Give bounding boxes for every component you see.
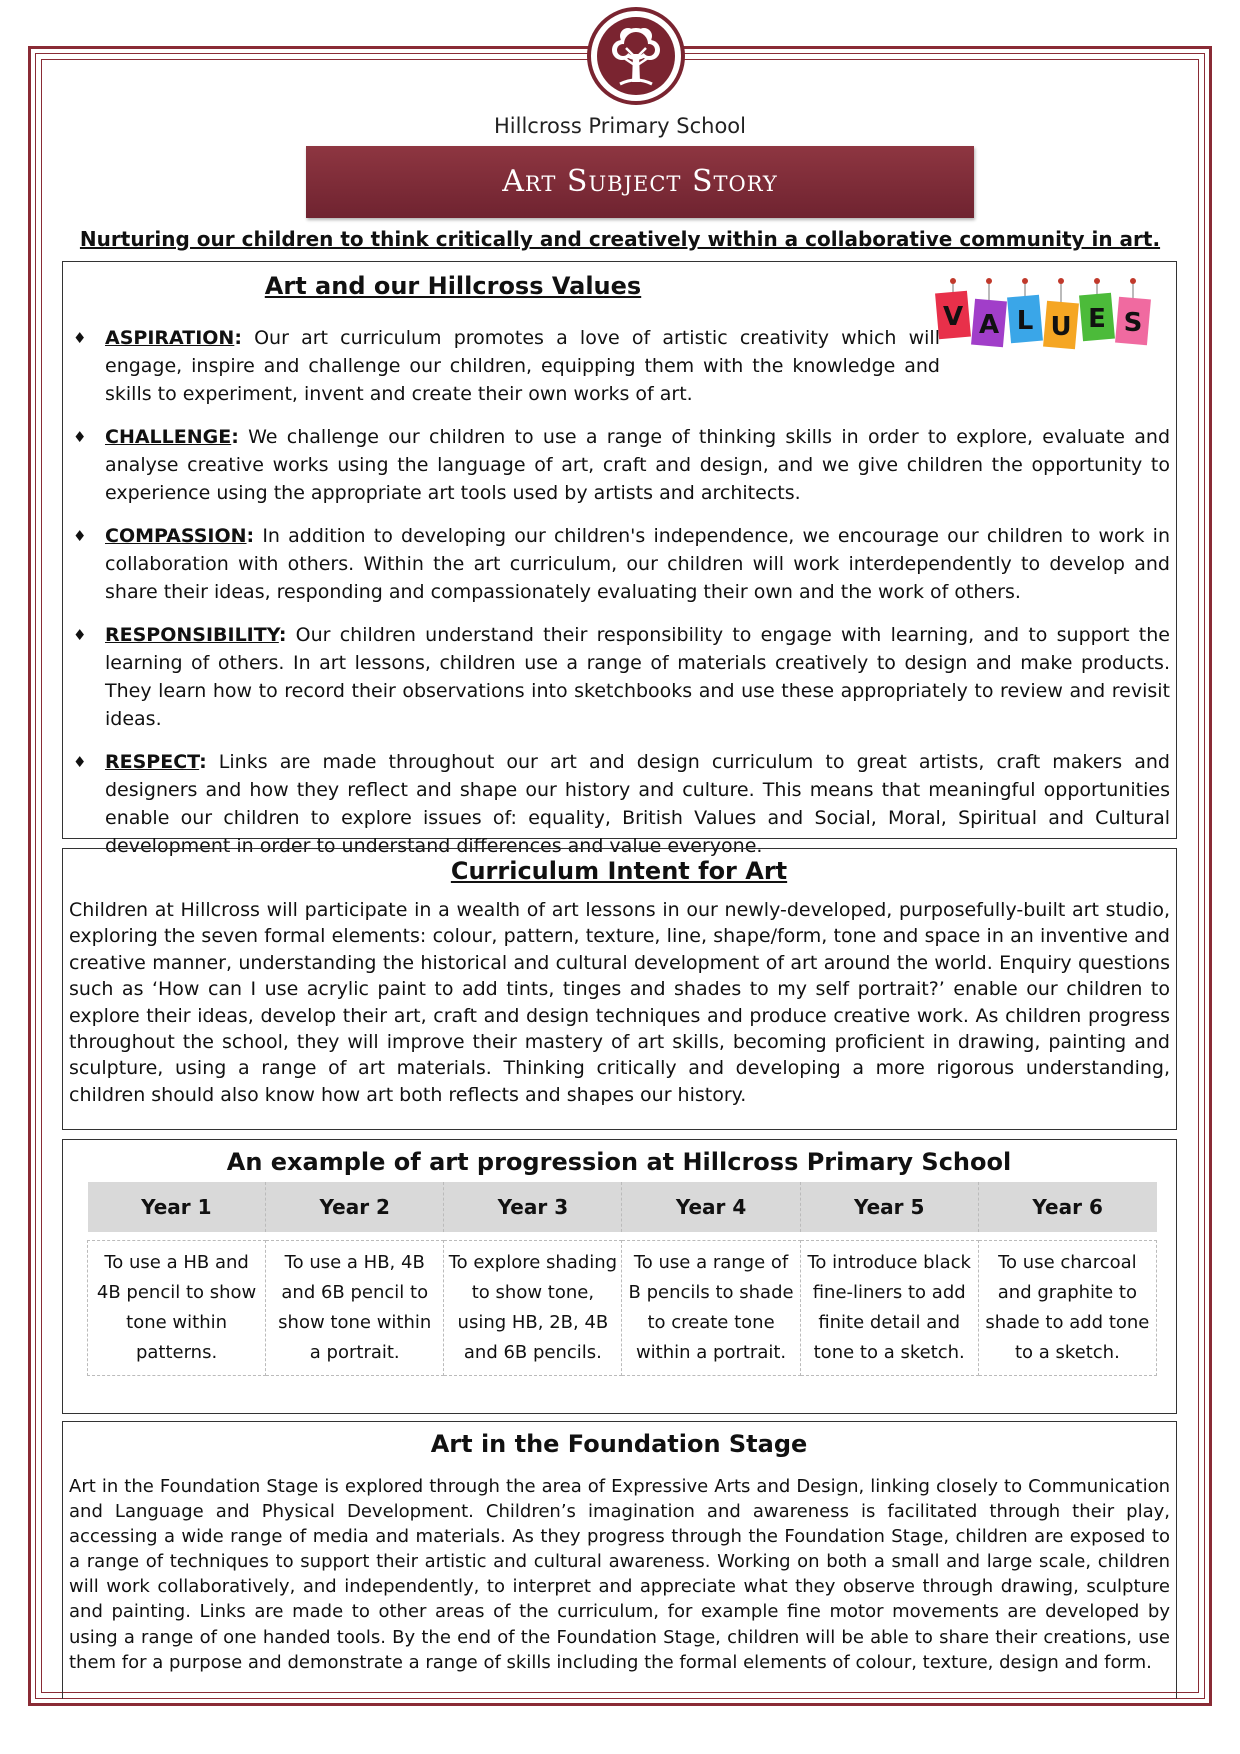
value-name: ASPIRATION	[105, 327, 235, 349]
value-text: Our art curriculum promotes a love of artistic creativity which will engage, inspire and challenge our children, equipping them with the knowledge and skills to experiment, invent and create their own works of art.	[105, 327, 940, 405]
svg-text:A: A	[978, 310, 1000, 340]
table-cell: To use a range of B pencils to shade to create tone within a portrait.	[622, 1241, 800, 1376]
svg-text:L: L	[1016, 306, 1034, 336]
value-item-challenge: ♦ CHALLENGE: We challenge our children to use a range of thinking skills in order to explore, evaluate and analyse creative works using the language of art, craft and design, and we give children the opportunity to experience using the appropriate art tools used by artists and architects.	[69, 423, 1170, 507]
table-header-row	[88, 1182, 1157, 1232]
year-header: Year 4	[622, 1182, 800, 1232]
table-cell: To use a HB and 4B pencil to show tone within patterns.	[88, 1241, 266, 1376]
progression-heading: An example of art progression at Hillcross Primary School	[226, 1148, 1012, 1176]
diamond-bullet-icon: ♦	[73, 527, 87, 545]
value-name: RESPECT	[105, 751, 200, 773]
intent-body: Children at Hillcross will participate in a wealth of art lessons in our newly-developed, purposefully-built art studio, exploring the seven formal elements: colour, pattern, texture, line, shape/form, tone and space in an inventive and creative manner, understanding the historical and cultural development of art around the world. Enquiry questions such as ‘How can I use acrylic paint to add tints, tinges and shades to my self portrait?’ enable our children to explore their ideas, develop their art, craft and design techniques and produce creative work. As children progress throughout the school, they will improve their mastery of art skills, becoming proficient in drawing, painting and sculpture, using a range of art materials. Thinking critically and developing a more rigorous understanding, children should also know how art both reflects and shapes our history.	[69, 899, 1170, 1106]
intent-heading: Curriculum Intent for Art	[450, 857, 788, 885]
intent-section	[62, 848, 1177, 1130]
table-cell: To use a HB, 4B and 6B pencil to show tone within a portrait.	[266, 1241, 444, 1376]
svg-text:E: E	[1088, 304, 1106, 334]
value-name: COMPASSION	[105, 525, 247, 547]
value-name: RESPONSIBILITY	[105, 624, 279, 646]
value-item-respect: ♦ RESPECT: Links are made throughout our art and design curriculum to great artists, craft makers and designers and how they reflect and shape our history and culture. This means that meaningful opportunities enable our children to explore issues of: equality, British Values and Social, Moral, Spiritual and Cultural development in order to understand differences and value everyone.	[69, 748, 1170, 860]
value-text: Our children understand their responsibility to engage with learning, and to support the learning of others. In art lessons, children use a range of materials creatively to design and make products. They learn how to record their observations into sketchbooks and use these appropriately to review and revisit ideas.	[105, 624, 1170, 730]
value-name: CHALLENGE	[105, 426, 232, 448]
table-cell: To explore shading to show tone, using HB, 2B, 4B and 6B pencils.	[444, 1241, 622, 1376]
page-title-banner: Art Subject Story	[306, 146, 974, 218]
table-row	[88, 1241, 1157, 1376]
value-text: Links are made throughout our art and design curriculum to great artists, craft makers and designers and how they reflect and shape our history and culture. This means that meaningful opportunities enable our children to explore issues of: equality, British Values and Social, Moral, Spiritual and Cultural development in order to understand differences and value everyone.	[105, 751, 1170, 857]
school-logo-tree-icon	[586, 6, 686, 106]
progression-table	[87, 1182, 1157, 1376]
value-text: We challenge our children to use a range of thinking skills in order to explore, evaluate and analyse creative works using the language of art, craft and design, and we give children the opportunity to experience using the appropriate art tools used by artists and architects.	[105, 426, 1170, 504]
svg-text:V: V	[942, 302, 964, 332]
values-heading: Art and our Hillcross Values	[264, 272, 642, 300]
table-cell: To use charcoal and graphite to shade to add tone to a sketch.	[978, 1241, 1156, 1376]
year-header: Year 1	[88, 1182, 266, 1232]
year-header: Year 5	[800, 1182, 978, 1232]
diamond-bullet-icon: ♦	[73, 626, 87, 644]
foundation-section	[62, 1421, 1177, 1699]
foundation-heading: Art in the Foundation Stage	[430, 1430, 808, 1458]
svg-text:S: S	[1123, 308, 1143, 338]
diamond-bullet-icon: ♦	[73, 753, 87, 771]
values-list	[69, 324, 1170, 875]
progression-section	[62, 1139, 1177, 1414]
value-text: In addition to developing our children's independence, we encourage our children to work in collaboration with others. Within the art curriculum, our children will work interdependently to develop and share their ideas, responding and compassionately evaluating their own and the work of others.	[105, 525, 1170, 603]
value-item-aspiration: ♦ ASPIRATION: Our art curriculum promotes a love of artistic creativity which will engage, inspire and challenge our children, equipping them with the knowledge and skills to experiment, invent and create their own works of art.	[69, 324, 1170, 408]
svg-text:U: U	[1050, 312, 1072, 342]
school-name: Hillcross Primary School	[494, 114, 746, 138]
strapline: Nurturing our children to think critically and creatively within a collaborative community in art.	[79, 227, 1161, 251]
foundation-body: Art in the Foundation Stage is explored through the area of Expressive Arts and Design, linking closely to Communication and Language and Physical Development. Children’s imagination and awareness is facilitated through their play, accessing a wide range of media and materials. As they progress through the Foundation Stage, children are exposed to a range of techniques to support their artistic and cultural awareness. Working on both a small and large scale, children will work collaboratively, and independently, to interpret and appreciate what they observe through drawing, sculpture and painting. Links are made to other areas of the curriculum, for example fine motor movements are developed by using a range of one handed tools. By the end of the Foundation Stage, children will be able to share their creations, use them for a purpose and demonstrate a range of skills including the formal elements of colour, texture, design and form.	[69, 1476, 1170, 1673]
table-cell: To introduce black fine-liners to add finite detail and tone to a sketch.	[800, 1241, 978, 1376]
value-item-compassion: ♦ COMPASSION: In addition to developing our children's independence, we encourage our children to work in collaboration with others. Within the art curriculum, our children will work interdependently to develop and share their ideas, responding and compassionately evaluating their own and the work of others.	[69, 522, 1170, 606]
value-item-responsibility: ♦ RESPONSIBILITY: Our children understand their responsibility to engage with learning, and to support the learning of others. In art lessons, children use a range of materials creatively to design and make products. They learn how to record their observations into sketchbooks and use these appropriately to review and revisit ideas.	[69, 621, 1170, 733]
year-header: Year 2	[266, 1182, 444, 1232]
diamond-bullet-icon: ♦	[73, 428, 87, 446]
diamond-bullet-icon: ♦	[73, 329, 87, 347]
year-header: Year 3	[444, 1182, 622, 1232]
year-header: Year 6	[978, 1182, 1156, 1232]
values-section	[62, 261, 1177, 857]
